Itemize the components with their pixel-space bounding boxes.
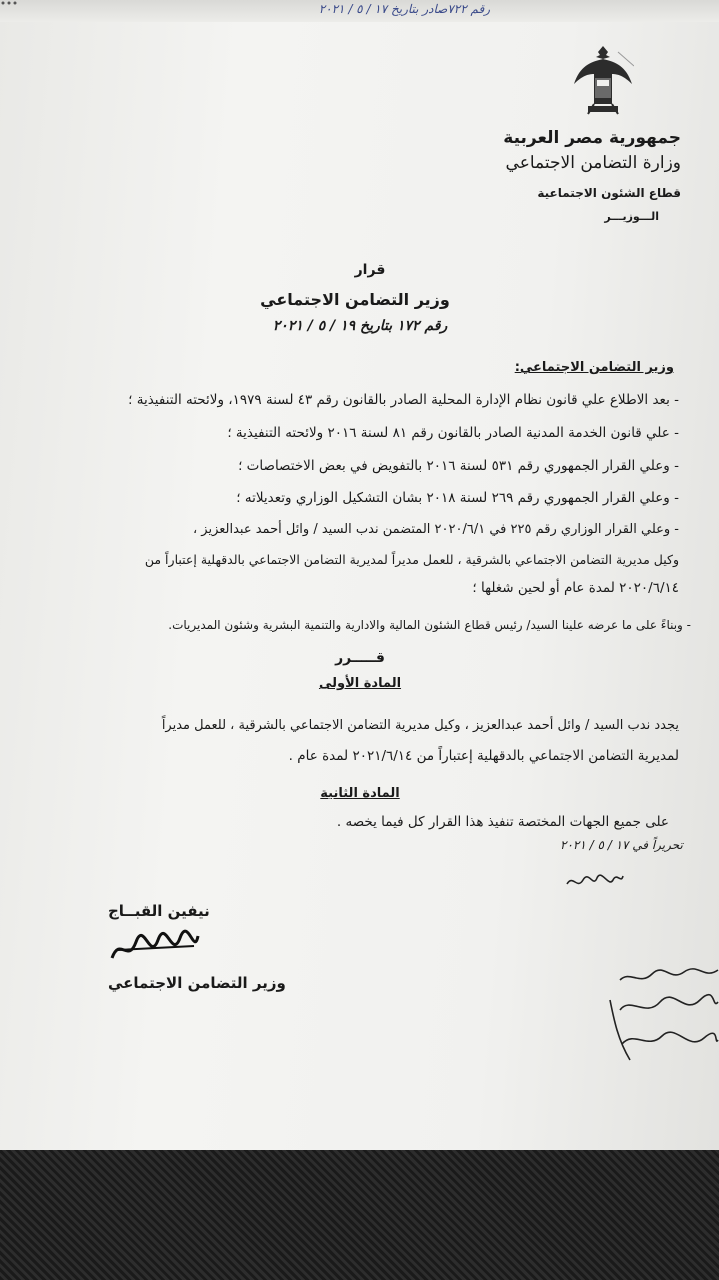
decree-issuer: وزير التضامن الاجتماعي [260, 290, 450, 309]
page-edge-dots [0, 0, 20, 6]
eagle-emblem-icon [572, 44, 634, 118]
article-1-line: يجدد ندب السيد / وائل أحمد عبدالعزيز ، وكيل مديرية التضامن الاجتماعي بالشرقية ، للعمل مديراً [161, 718, 679, 733]
article-2-heading: المادة الثانية [320, 786, 400, 801]
signatory-name: نيفين القبــاج [108, 902, 210, 920]
preamble-line: - وعلي القرار الجمهوري رقم ٥٣١ لسنة ٢٠١٦ بالتفويض في بعض الاختصاصات ؛ [238, 458, 679, 474]
ministry-name: وزارة التضامن الاجتماعي [505, 153, 681, 173]
handwritten-registry-note [600, 960, 719, 1070]
office-name: الـــوزيـــر [604, 210, 659, 223]
decided-heading: قـــــرر [335, 650, 385, 666]
signatory-title: وزير التضامن الاجتماعي [108, 974, 286, 992]
decree-title: قرار [354, 262, 386, 278]
issue-date: تحريراً في ١٧ / ٥ / ٢٠٢١ [560, 838, 683, 852]
preamble-line: - وعلي القرار الوزاري رقم ٢٢٥ في ٢٠٢٠/٦/١ المتضمن ندب السيد / وائل أحمد عبدالعزيز ، [192, 522, 679, 537]
preamble-line: ٢٠٢٠/٦/١٤ لمدة عام أو لحين شغلها ؛ [472, 580, 679, 596]
outgoing-stamp: رقم ٧٢٢صادر بتاريخ ١٧ / ٥ / ٢٠٢١ [318, 2, 490, 16]
article-1-heading: المادة الأولى [318, 676, 402, 691]
preamble-line: - بعد الاطلاع علي قانون نظام الإدارة المحلية الصادر بالقانون رقم ٤٣ لسنة ١٩٧٩، ولائحته التنفيذية ؛ [128, 392, 679, 408]
minister-signature [110, 928, 200, 970]
decree-number: رقم ١٧٢ بتاريخ ١٩ / ٥ / ٢٠٢١ [272, 318, 448, 334]
preamble-line: - علي قانون الخدمة المدنية الصادر بالقانون رقم ٨١ لسنة ٢٠١٦ ولائحته التنفيذية ؛ [227, 425, 679, 441]
preamble-intro: وزير التضامن الاجتماعي: [514, 360, 674, 375]
sector-name: قطاع الشئون الاجتماعية [537, 186, 681, 200]
preamble-line: وكيل مديرية التضامن الاجتماعي بالشرقية ، للعمل مديراً لمديرية التضامن الاجتماعي بالدقهلية إعتباراً من [144, 552, 679, 567]
preamble-line: - وعلي القرار الجمهوري رقم ٢٦٩ لسنة ٢٠١٨ بشان التشكيل الوزاري وتعديلاته ؛ [236, 490, 679, 506]
article-1-line: لمديرية التضامن الاجتماعي بالدقهلية إعتباراً من ٢٠٢١/٦/١٤ لمدة عام . [288, 748, 679, 764]
article-2-line: على جميع الجهات المختصة تنفيذ هذا القرار كل فيما يخصه . [336, 814, 669, 830]
bottom-background [0, 1150, 719, 1280]
preamble-line: - وبناءً على ما عرضه علينا السيد/ رئيس قطاع الشئون المالية والادارية والتنمية البشرية وشئون المديريات. [168, 618, 691, 632]
initials-signature [565, 870, 625, 892]
country-name: جمهورية مصر العربية [503, 128, 681, 148]
